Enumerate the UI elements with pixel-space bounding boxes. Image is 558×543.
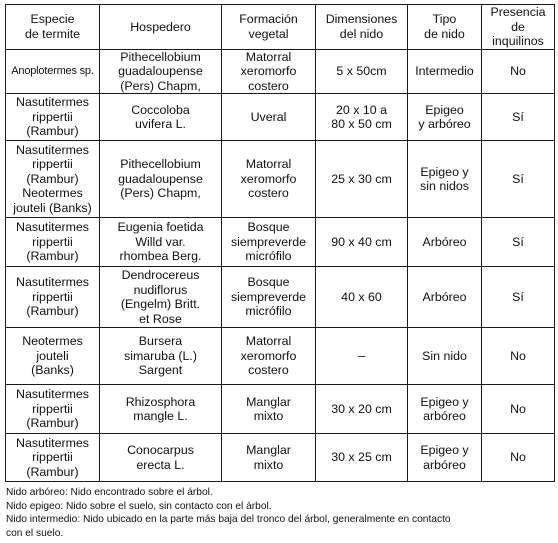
cell-tipo: Arbóreo xyxy=(408,218,482,267)
header-formacion: Formación vegetal xyxy=(222,5,316,50)
cell-presencia: No xyxy=(482,434,555,482)
table-row xyxy=(6,328,555,385)
cell-especie: Nasutitermes rippertii (Rambur) xyxy=(6,94,100,141)
cell-especie: Neotermes jouteli (Banks) xyxy=(6,328,100,385)
footnote-epigeo: Nido epigeo: Nido sobre el suelo, sin contacto con el árbol. xyxy=(6,500,272,512)
cell-hospedero: Conocarpus erecta L. xyxy=(100,434,222,482)
table-row xyxy=(6,49,555,94)
cell-formacion: Matorral xeromorfo costero xyxy=(222,141,316,218)
cell-formacion: Uveral xyxy=(222,94,316,141)
cell-presencia: Sí xyxy=(482,267,555,328)
cell-tipo: Intermedio xyxy=(408,49,482,94)
cell-tipo: Epigeo y arbóreo xyxy=(408,94,482,141)
cell-dimensiones: 20 x 10 a 80 x 50 cm xyxy=(316,94,408,141)
cell-dimensiones: 5 x 50cm xyxy=(316,49,408,94)
cell-tipo: Sin nido xyxy=(408,328,482,385)
cell-tipo: Epigeo y sin nidos xyxy=(408,141,482,218)
cell-formacion: Bosque siempreverde micrófilo xyxy=(222,267,316,328)
cell-tipo: Epigeo y arbóreo xyxy=(408,385,482,434)
cell-hospedero: Pithecellobium guadaloupense (Pers) Chapm, xyxy=(100,141,222,218)
cell-hospedero: Rhizosphora mangle L. xyxy=(100,385,222,434)
cell-dimensiones: 25 x 30 cm xyxy=(316,141,408,218)
cell-tipo: Epigeo y arbóreo xyxy=(408,434,482,482)
cell-presencia: Sí xyxy=(482,218,555,267)
header-presencia: Presencia de inquilinos xyxy=(482,5,555,50)
cell-formacion: Matorral xeromorfo costero xyxy=(222,49,316,94)
cell-especie: Nasutitermes rippertii (Rambur) xyxy=(6,385,100,434)
cell-especie: Nasutitermes rippertii (Rambur) Neotermes jouteli (Banks) xyxy=(6,141,100,218)
header-dimensiones: Dimensiones del nido xyxy=(316,5,408,50)
cell-tipo: Arbóreo xyxy=(408,267,482,328)
cell-formacion: Bosque siempreverde micrófilo xyxy=(222,218,316,267)
cell-hospedero: Dendrocereus nudiflorus (Engelm) Britt. et Rose xyxy=(100,267,222,328)
table-row xyxy=(6,434,555,482)
header-hospedero: Hospedero xyxy=(100,5,222,50)
cell-dimensiones: 30 x 20 cm xyxy=(316,385,408,434)
termite-nest-table xyxy=(5,4,555,482)
cell-especie: Anoplotermes sp. xyxy=(6,49,100,94)
table-row xyxy=(6,141,555,218)
cell-formacion: Matorral xeromorfo costero xyxy=(222,328,316,385)
cell-hospedero: Coccoloba uvifera L. xyxy=(100,94,222,141)
cell-formacion: Manglar mixto xyxy=(222,385,316,434)
cell-especie: Nasutitermes rippertii (Rambur) xyxy=(6,267,100,328)
cell-dimensiones: 30 x 25 cm xyxy=(316,434,408,482)
table-row xyxy=(6,94,555,141)
footnote-arboreo: Nido arbóreo: Nido encontrado sobre el árbol. xyxy=(6,487,213,498)
cell-presencia: No xyxy=(482,385,555,434)
cell-hospedero: Pithecellobium guadaloupense (Pers) Chapm, xyxy=(100,49,222,94)
footnote-intermedio: Nido intermedio: Nido ubicado en la parte más baja del tronco del árbol, generalmente en contacto xyxy=(6,514,451,526)
table-row xyxy=(6,267,555,328)
table-row xyxy=(6,218,555,267)
table-row xyxy=(6,385,555,434)
cell-dimensiones: – xyxy=(316,328,408,385)
cell-hospedero: Eugenia foetida Willd var. rhombea Berg. xyxy=(100,218,222,267)
cell-presencia: No xyxy=(482,328,555,385)
footnote-intermedio-cont: con el suelo. xyxy=(6,527,64,539)
cell-formacion: Manglar mixto xyxy=(222,434,316,482)
cell-presencia: Sí xyxy=(482,141,555,218)
cell-presencia: No xyxy=(482,49,555,94)
cell-presencia: Sí xyxy=(482,94,555,141)
cell-dimensiones: 40 x 60 xyxy=(316,267,408,328)
cell-dimensiones: 90 x 40 cm xyxy=(316,218,408,267)
cell-especie: Nasutitermes rippertii (Rambur) xyxy=(6,218,100,267)
cell-especie: Nasutitermes rippertii (Rambur) xyxy=(6,434,100,482)
header-tipo: Tipo de nido xyxy=(408,5,482,50)
cell-hospedero: Bursera simaruba (L.) Sargent xyxy=(100,328,222,385)
header-row xyxy=(6,5,555,50)
header-especie: Especie de termite xyxy=(6,5,100,50)
table-footnotes xyxy=(6,486,554,540)
